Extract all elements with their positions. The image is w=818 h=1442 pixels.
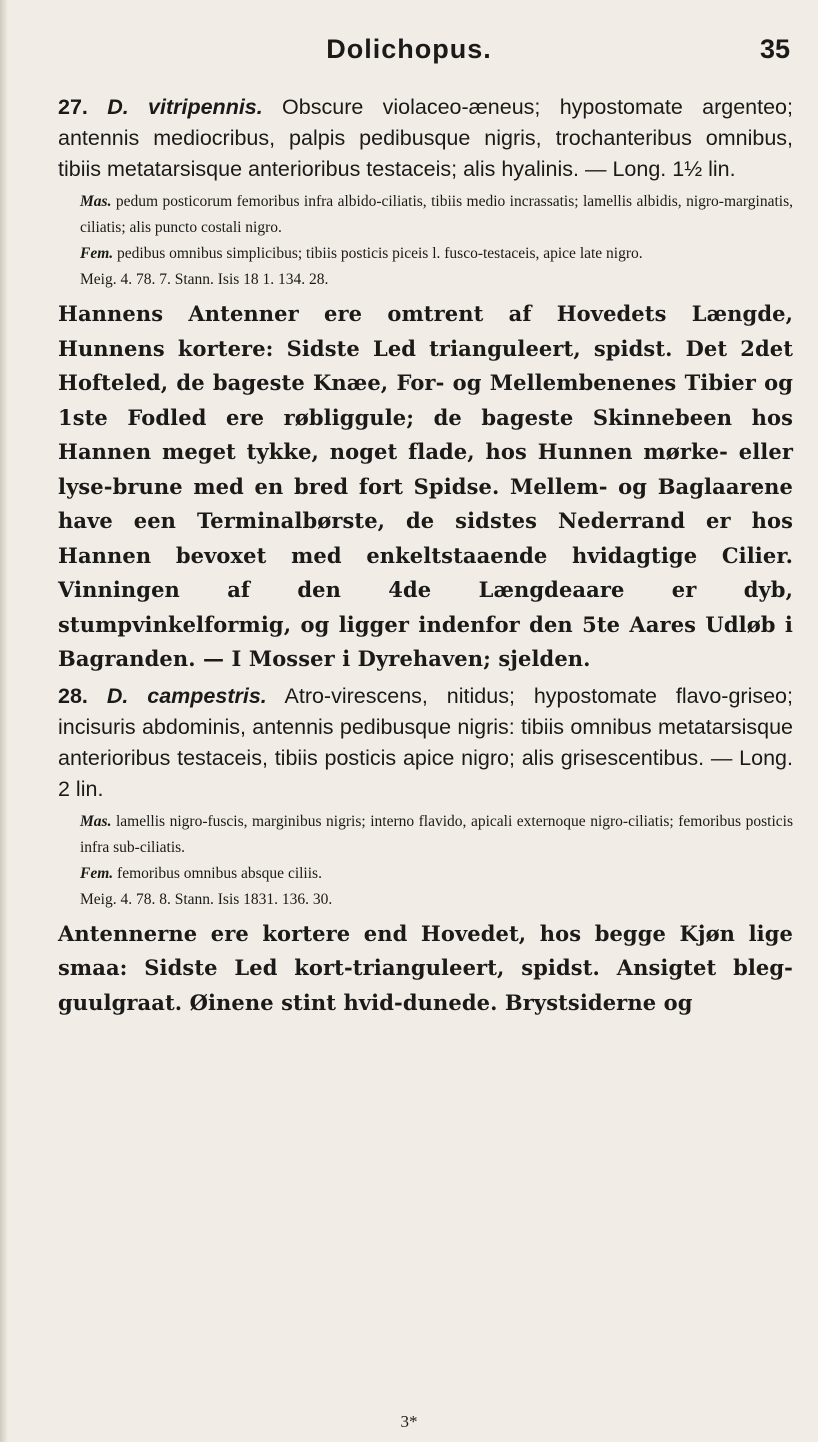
species-27-name: D. vitripennis. [107,95,263,119]
species-28-number: 28. [58,683,88,708]
species-28-references: Meig. 4. 78. 8. Stann. Isis 1831. 136. 30. [80,890,333,908]
species-27-male-text: pedum posticorum femoribus infra albido-ciliatis, tibiis medio incrassatis; lamellis albidis, nigro-marginatis, ciliatis; alis puncto costali nigro. [80,193,793,236]
page-body [58,92,793,1020]
species-27-male-label: Mas. [80,193,112,210]
species-27-female-text: pedibus omnibus simplicibus; tibiis posticis piceis l. fusco-testaceis, apice late nigro. [113,245,643,262]
species-27-diagnosis [58,92,793,185]
species-28-female-text: femoribus omnibus absque ciliis. [113,864,322,882]
species-28-male-text: lamellis nigro-fuscis, marginibus nigris; interno flavido, apicali externoque nigro-ciliatis; femoribus posticis infra sub-ciliatis. [80,812,793,856]
species-28-diagnosis [58,681,793,805]
species-28-female [80,861,793,887]
species-28-name: D. campestris. [106,683,267,708]
species-28-male-label: Mas. [80,812,112,830]
signature-mark: 3* [400,1412,418,1431]
species-28-description: Atro-virescens, nitidus; hypostomate flavo-griseo; incisuris abdominis, antennis pedibusque nigris: tibiis omnibus metatarsisque anterioribus testaceis, tibiis posticis apice nigro; alis grisescentibus. — Long. 2 lin. [58,683,793,801]
page-number: 35 [759,34,790,64]
species-27-female [80,241,793,267]
species-27-description: Obscure violaceo-æneus; hypostomate argenteo; antennis mediocribus, palpis pedibusque nigris, trochanteribus omnibus, tibiis metatarsisque anterioribus testaceis; alis hyalinis. — Long. 1½ lin. [58,95,793,181]
species-28-danish-text: Antennerne ere kortere end Hovedet, hos begge Kjøn lige smaa: Sidste Led kort-trianguleert, spidst. Ansigtet bleg-guulgraat. Øinene stint hvid-dunede. Brystsiderne og [58,920,793,1015]
species-27-references: Meig. 4. 78. 7. Stann. Isis 18 1. 134. 28. [80,271,329,288]
page-header [0,34,818,70]
running-title: Dolichopus. [326,34,492,64]
species-27-male [80,189,793,241]
species-27-number: 27. [58,95,88,119]
page-spine-shadow [0,0,8,1442]
species-27-female-label: Fem. [80,245,114,262]
species-28-male [80,809,793,861]
species-28-female-label: Fem. [80,864,114,882]
species-27-danish-text: Hannens Antenner ere omtrent af Hovedets Længde, Hunnens kortere: Sidste Led trianguleert, spidst. Det 2det Hofteled, de bageste Knæe, For- og Mellembenenes Tibier og 1ste Fodled ere røbliggule; de bageste Skinnebeen hos Hannen meget tykke, noget flade, hos Hunnen mørke- eller lyse-brune med en bred fort Spidse. Mellem- og Baglaarene have een Terminalbørste, de sidstes Nederrand er hos Hannen bevoxet med enkeltstaaende hvidagtige Cilier. Vinningen af den 4de Længdeaare er dyb, stumpvinkelformig, og ligger indenfor den 5te Aares Udløb i Bagranden. — I Mosser i Dyrehaven; sjelden. [58,301,793,671]
